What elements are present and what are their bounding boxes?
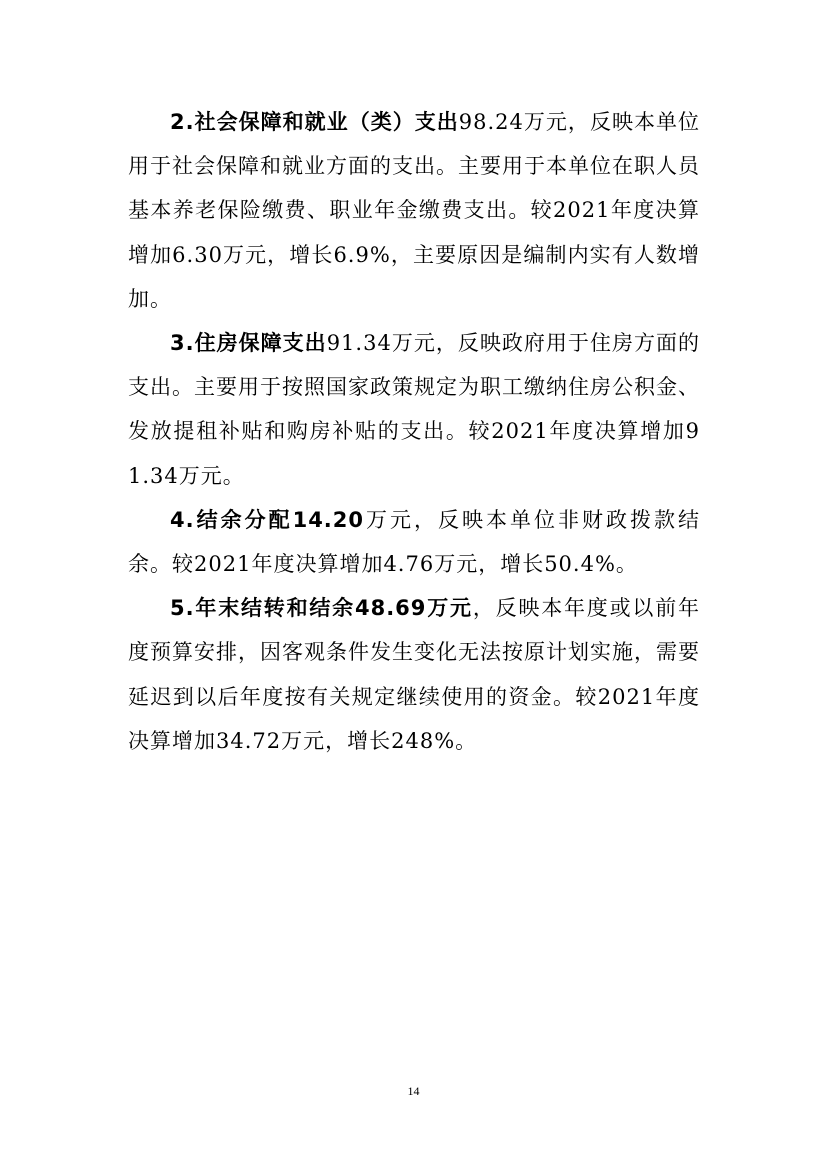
paragraph-text: 万元，反映本单位非财政拨款结余。较2021年度决算增加4.76万元，增长50.4%。 [128, 507, 701, 577]
paragraph-text: ，反映本年度或以前年度预算安排，因客观条件发生变化无法按原计划实施，需要延迟到以后年度按有关规定继续使用的资金。较2021年度决算增加34.72万元，增长248%。 [128, 596, 701, 753]
paragraph-heading: 3.住房保障支出 [170, 331, 327, 356]
paragraph-year-end-balance [128, 586, 700, 763]
paragraph-text: 98.24万元，反映本单位用于社会保障和就业方面的支出。主要用于本单位在职人员基本养老保险缴费、职业年金缴费支出。较2021年度决算增加6.30万元，增长6.9%，主要原因是编制内实有人数增加。 [128, 110, 700, 311]
document-body [128, 100, 700, 763]
paragraph-heading: 5.年末结转和结余48.69万元 [170, 596, 473, 621]
page-number: 14 [407, 1084, 420, 1098]
paragraph-text: 91.34万元，反映政府用于住房方面的支出。主要用于按照国家政策规定为职工缴纳住房公积金、发放提租补贴和购房补贴的支出。较2021年度决算增加91.34万元。 [128, 331, 700, 488]
paragraph-housing [128, 321, 700, 498]
paragraph-surplus-distribution [128, 498, 700, 586]
paragraph-heading: 2.社会保障和就业（类）支出 [170, 110, 459, 134]
paragraph-heading: 4.结余分配14.20 [170, 507, 365, 532]
paragraph-social-security [128, 100, 700, 321]
